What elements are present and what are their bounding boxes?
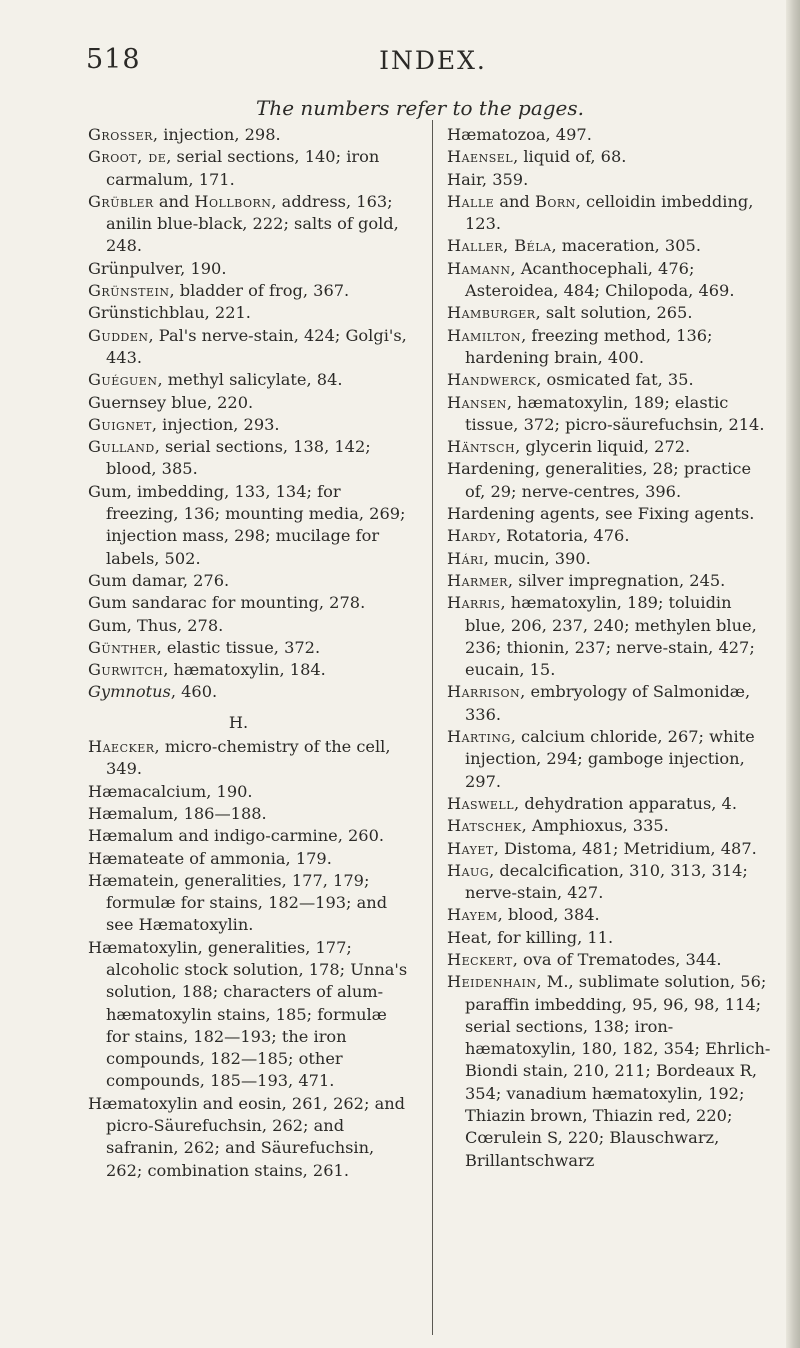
entry-text: , Rotatoria, 476. <box>495 526 630 546</box>
entry-text: , maceration, 305. <box>551 236 701 256</box>
entry-text: , blood, 384. <box>497 905 600 925</box>
entry-name: Grünstein <box>88 281 170 301</box>
entry-text: , ova of Trematodes, 344. <box>512 949 722 969</box>
entry-text: , injection, 298. <box>152 125 281 144</box>
index-entry <box>447 458 772 503</box>
index-entry <box>447 793 772 815</box>
index-entry <box>447 815 772 837</box>
entry-name: Harmer <box>447 570 508 590</box>
entry-name: Gudden <box>88 325 149 345</box>
index-entry <box>88 870 413 937</box>
entry-text: , mucin, 390. <box>483 548 591 568</box>
index-entry <box>88 481 413 570</box>
entry-name: Hamann <box>447 258 511 278</box>
entry-text: Hæmatozoa, 497. <box>447 125 592 144</box>
index-entry <box>447 258 772 303</box>
entry-name: Häntsch <box>447 437 516 457</box>
entry-text: , hæmatoxylin, 189; elastic tissue, 372; picro-säurefuchsin, 214. <box>465 392 765 434</box>
index-entry <box>88 803 413 825</box>
index-entry <box>447 681 772 726</box>
entry-name: Harris <box>447 593 501 613</box>
index-entry <box>447 503 772 525</box>
index-entry <box>88 681 413 703</box>
entry-name: Heidenhain <box>447 972 537 992</box>
index-entry <box>447 169 772 191</box>
index-entry <box>88 414 413 436</box>
index-entry <box>447 235 772 257</box>
index-subtitle: The numbers refer to the pages. <box>255 96 585 120</box>
index-entry <box>88 825 413 847</box>
entry-text: , serial sections, 138, 142; blood, 385. <box>106 437 371 479</box>
entry-name: Hatschek <box>447 816 522 836</box>
index-entry <box>447 436 772 458</box>
entry-name: Harting <box>447 727 511 747</box>
entry-text: , calcium chloride, 267; white injection, 294; gamboge injection, 297. <box>465 727 755 791</box>
entry-name: Hansen <box>447 392 507 412</box>
index-entry <box>447 726 772 793</box>
entry-text: , injection, 293. <box>151 414 280 434</box>
entry-text: , osmicated fat, 35. <box>536 370 694 390</box>
entry-name: Haecker <box>88 737 155 757</box>
index-entry <box>447 302 772 324</box>
entry-name: Groot, de <box>88 147 167 167</box>
entry-text: , bladder of frog, 367. <box>169 281 350 301</box>
entry-text: Hæmalum and indigo-carmine, 260. <box>88 826 385 846</box>
entry-name: Haensel <box>447 147 514 167</box>
entry-name: Harrison <box>447 682 521 702</box>
right-column <box>447 124 772 1172</box>
entry-name: Haller, Béla <box>447 236 552 256</box>
entry-name: Gurwitch <box>88 660 164 680</box>
index-entry <box>88 781 413 803</box>
entry-text: Hair, 359. <box>447 169 529 189</box>
entry-name: Guéguen <box>88 370 158 390</box>
entry-text: Hæmalum, 186—188. <box>88 803 267 823</box>
entry-text: Hæmacalcium, 190. <box>88 781 253 801</box>
index-entry <box>447 191 772 236</box>
entry-name: Haswell <box>447 793 515 813</box>
page-edge <box>786 0 800 1348</box>
index-entry <box>447 146 772 168</box>
index-entry <box>447 904 772 926</box>
entry-text: Grünpulver, 190. <box>88 258 227 278</box>
entry-name: Guignet <box>88 414 152 434</box>
entry-text: , Acanthocephali, 476; Asteroidea, 484; Chilopoda, 469. <box>465 258 735 301</box>
entry-name: Born <box>534 191 576 211</box>
entry-text: Hæmateate of ammonia, 179. <box>88 848 332 868</box>
entry-text: Hæmatoxylin, generalities, 177; alcoholic stock solution, 178; Unna's solution, 188; characters of alum-hæmatoxylin stains, 185; formulæ for stains, 182—193; the iron compounds, 182—185; other compounds, 185—193, 471. <box>88 937 408 1091</box>
entry-text: , freezing method, 136; hardening brain, 400. <box>465 325 713 367</box>
entry-text: , micro-chemistry of the cell, 349. <box>106 737 391 779</box>
entry-text: , decalcification, 310, 313, 314; nerve-stain, 427. <box>465 860 748 903</box>
entry-text: Guernsey blue, 220. <box>88 392 254 412</box>
index-entry <box>88 369 413 391</box>
index-entry <box>88 191 413 258</box>
index-entry <box>447 124 772 146</box>
index-entry <box>447 592 772 681</box>
entry-text: Hardening agents, see Fixing agents. <box>447 504 755 524</box>
index-entry <box>88 570 413 592</box>
entry-text: Hardening, generalities, 28; practice of, 29; nerve-centres, 396. <box>447 459 752 501</box>
index-entry <box>88 124 413 146</box>
entry-text: Hæmatein, generalities, 177, 179; formulæ for stains, 182—193; and see Hæmatoxylin. <box>88 870 388 935</box>
index-entry <box>88 848 413 870</box>
entry-name: Handwerck <box>447 370 537 390</box>
index-entry <box>88 736 413 781</box>
entry-text: , 460. <box>170 682 218 702</box>
entry-text: , address, 163; anilin blue-black, 222; salts of gold, 248. <box>106 191 399 256</box>
index-entry <box>88 258 413 280</box>
index-entry <box>447 971 772 1172</box>
entry-text: Grünstichblau, 221. <box>88 303 251 323</box>
index-entry <box>88 1093 413 1182</box>
entry-name: Hayet <box>447 838 494 858</box>
index-entry <box>88 302 413 324</box>
index-entry <box>447 570 772 592</box>
entry-name: Haug <box>447 860 490 880</box>
index-entry <box>447 369 772 391</box>
index-entry <box>447 325 772 370</box>
index-entry <box>447 927 772 949</box>
entry-name: Hamilton <box>447 325 522 345</box>
entry-text: , Distoma, 481; Metridium, 487. <box>493 838 757 858</box>
entry-text: , methyl salicylate, 84. <box>157 370 343 390</box>
entry-text: Gum sandarac for mounting, 278. <box>88 593 366 613</box>
entry-name: Grübler <box>88 191 154 211</box>
entry-text: Heat, for killing, 11. <box>447 927 614 947</box>
section-letter: H. <box>228 712 249 732</box>
index-entry <box>88 392 413 414</box>
index-title: INDEX. <box>379 46 487 75</box>
page-header <box>86 44 740 80</box>
entry-text: , Amphioxus, 335. <box>521 816 669 836</box>
entry-name: Hamburger <box>447 303 536 323</box>
entry-text: Gum, imbedding, 133, 134; for freezing, 136; mounting media, 269; injection mass, 298; mucilage for labels, 502. <box>88 481 406 568</box>
entry-text: , celloidin imbedding, 123. <box>465 191 754 234</box>
index-entry <box>88 659 413 681</box>
index-entry <box>447 392 772 437</box>
entry-text: Hæmatoxylin and eosin, 261, 262; and picro-Säurefuchsin, 262; and safranin, 262; and Säurefuchsin, 262; combination stains, 261. <box>88 1093 406 1180</box>
entry-name: Grosser <box>88 125 153 144</box>
entry-text: , serial sections, 140; iron carmalum, 171. <box>106 147 380 189</box>
index-entry <box>88 325 413 370</box>
entry-joiner: and <box>494 191 535 211</box>
entry-text: , hæmatoxylin, 184. <box>163 660 326 680</box>
entry-text: , glycerin liquid, 272. <box>515 437 691 457</box>
entry-text: , dehydration apparatus, 4. <box>514 793 737 813</box>
index-entry <box>447 949 772 971</box>
index-entry <box>88 436 413 481</box>
entry-text: , M., sublimate solution, 56; paraffin imbedding, 95, 96, 98, 114; serial sections, 138; iron-hæmatoxylin, 180, 182, 354; Ehrlich-Biondi stain, 210, 211; Bordeaux R, 354; vanadium hæmatoxylin, 192; Thiazin brown, Thiazin red, 220; Cœrulein S, 220; Blauschwarz, Brillantschwarz <box>465 972 771 1170</box>
index-entry <box>88 615 413 637</box>
index-entry <box>447 548 772 570</box>
left-column <box>88 124 413 1182</box>
entry-text: , liquid of, 68. <box>513 147 627 167</box>
entry-name: Gymnotus <box>88 682 171 702</box>
index-entry <box>447 525 772 547</box>
entry-joiner: and <box>153 191 195 211</box>
entry-text: , Pal's nerve-stain, 424; Golgi's, 443. <box>106 325 407 367</box>
entry-name: Hardy <box>447 526 496 546</box>
index-entry <box>447 838 772 860</box>
index-entry <box>88 592 413 614</box>
page-number: 518 <box>86 44 141 75</box>
entry-text: Gum damar, 276. <box>88 570 230 590</box>
entry-name: Heckert <box>447 949 513 969</box>
index-entry <box>88 146 413 191</box>
entry-name: Hollborn <box>194 191 272 211</box>
entry-name: Hári <box>447 548 484 568</box>
index-entry <box>88 937 413 1093</box>
index-entry <box>88 280 413 302</box>
entry-text: , embryology of Salmonidæ, 336. <box>465 682 751 724</box>
entry-name: Hayem <box>447 905 498 925</box>
entry-text: , hæmatoxylin, 189; toluidin blue, 206, 237, 240; methylen blue, 236; thionin, 237; nerve-stain, 427; eucain, 15. <box>465 593 757 680</box>
index-entry <box>88 637 413 659</box>
entry-name: Halle <box>447 191 495 211</box>
entry-text: , salt solution, 265. <box>535 303 693 323</box>
entry-text: Gum, Thus, 278. <box>88 615 224 635</box>
entry-text: , elastic tissue, 372. <box>156 637 321 657</box>
entry-name: Günther <box>88 637 157 657</box>
index-entry <box>447 860 772 905</box>
entry-name: Gulland <box>88 437 155 457</box>
entry-text: , silver impregnation, 245. <box>507 570 726 590</box>
column-divider <box>432 120 433 1335</box>
